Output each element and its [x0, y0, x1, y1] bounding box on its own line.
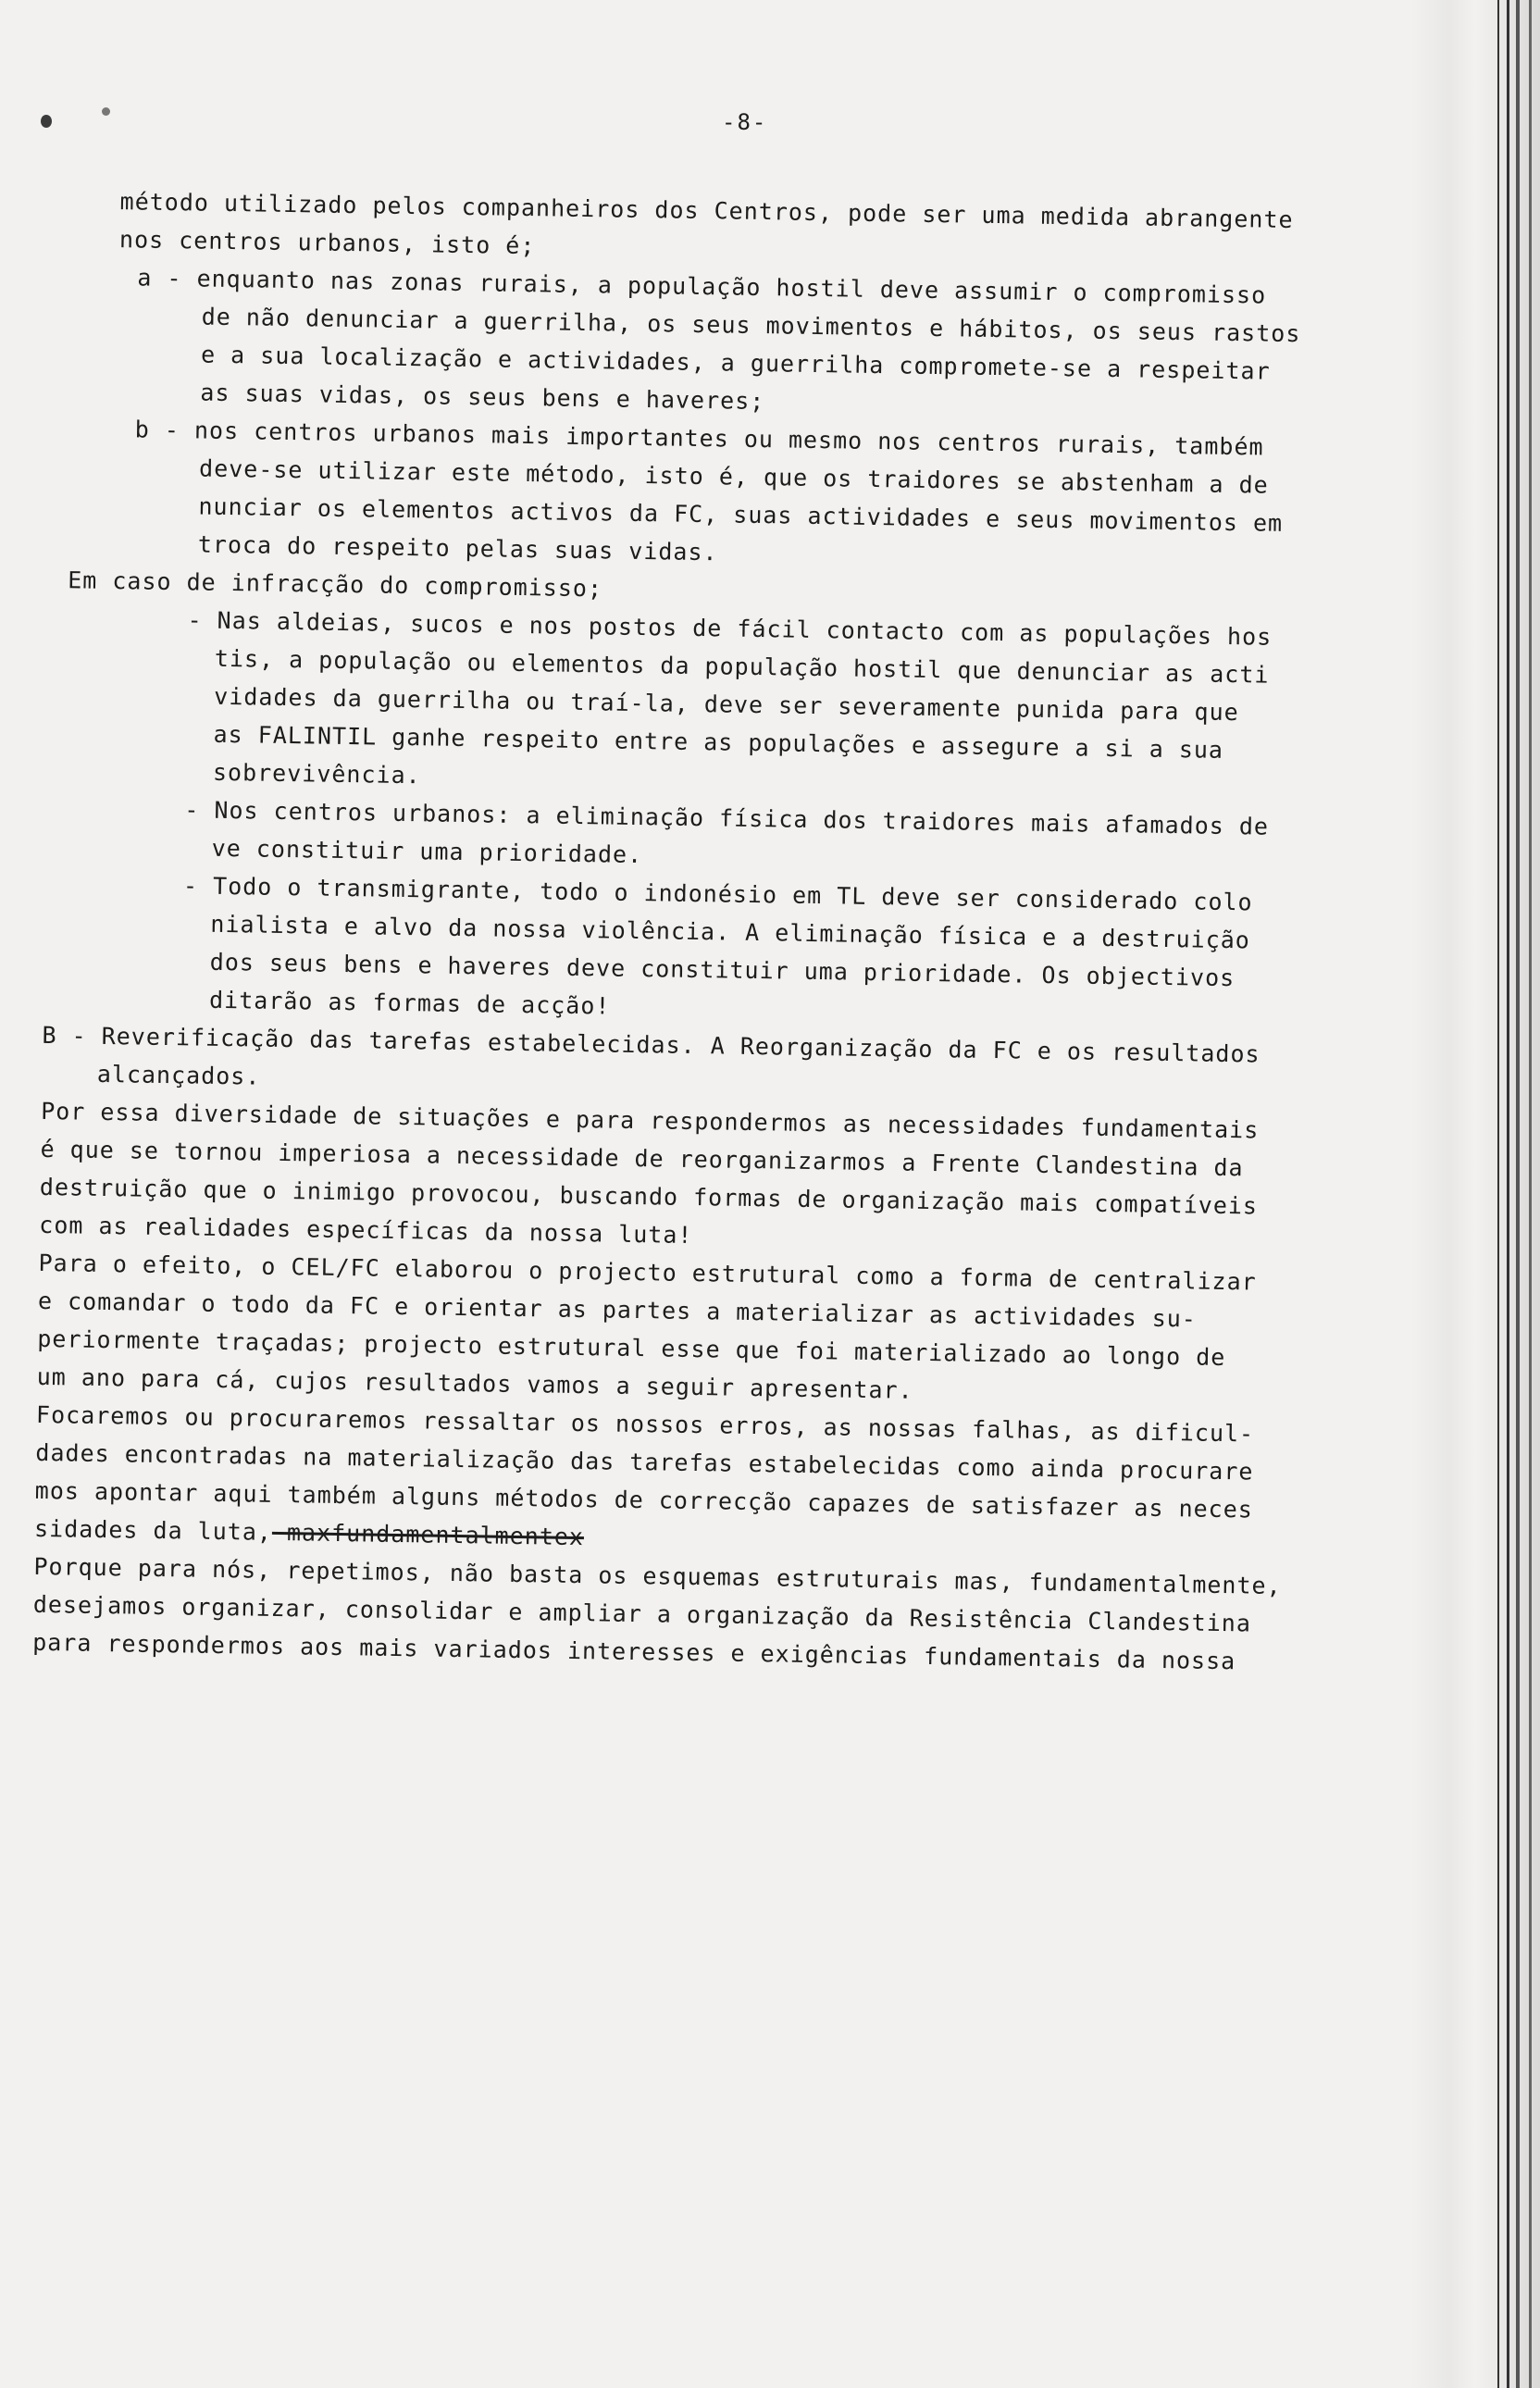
page-edge-line [1507, 0, 1509, 2388]
text-line-content: - Todo o transmigrante, todo o indonésio em TL deve ser considerado colo [182, 872, 1253, 916]
text-line-content: e comandar o todo da FC e orientar as partes a materializar as actividades su- [37, 1287, 1198, 1333]
text-line-content: desejamos organizar, consolidar e ampliar a organização da Resistência Clandestina [32, 1590, 1252, 1637]
text-line-content: vidades da guerrilha ou traí-la, deve ser severamente punida para que [214, 682, 1239, 727]
text-line-content: com as realidades específicas da nossa luta! [39, 1211, 693, 1249]
text-line-content: Focaremos ou procuraremos ressaltar os nossos erros, as nossas falhas, as dificul- [35, 1400, 1255, 1448]
text-line-content: troca do respeito pelas suas vidas. [197, 530, 718, 566]
text-line-content: tis, a população ou elementos da população hostil que denunciar as acti [214, 644, 1270, 689]
text-line-content: sidades da luta, [33, 1514, 273, 1546]
text-line-content: Por essa diversidade de situações e para respondermos as necessidades fundamentais [40, 1097, 1260, 1144]
text-line-content: nunciar os elementos activos da FC, suas actividades e seus movimentos em [198, 492, 1284, 537]
typed-text-block [32, 181, 1370, 1682]
text-line-content: as FALINTIL ganhe respeito entre as populações e assegure a si a sua [213, 720, 1224, 764]
struck-out-text: maxfundamentalmentex [271, 1518, 585, 1551]
text-line-content: - Nas aldeias, sucos e nos postos de fácil contacto com as populações hos [187, 606, 1273, 651]
text-line-content: alcançados. [96, 1060, 261, 1090]
text-line-content: destruição que o inimigo provocou, buscando formas de organização mais compatíveis [39, 1173, 1259, 1220]
text-line-content: dades encontradas na materialização das tarefas estabelecidas como ainda procurare [35, 1438, 1254, 1486]
page-number: -8- [722, 109, 768, 135]
text-line-content: um ano para cá, cujos resultados vamos a seguir apresentar. [36, 1362, 913, 1404]
text-line-content: ditarão as formas de acção! [208, 986, 611, 1020]
text-line-content: para respondermos aos mais variados interesses e exigências fundamentais da nossa [31, 1628, 1236, 1675]
text-line-content: e a sua localização e actividades, a guerrilha compromete-se a respeitar [200, 341, 1271, 385]
text-line-content: as suas vidas, os seus bens e haveres; [200, 379, 765, 416]
text-line-content: Em caso de infracção do compromisso; [68, 566, 603, 603]
text-line-content: método utilizado pelos companheiros dos Centros, pode ser uma medida abrangente [119, 188, 1294, 234]
text-line-content: B - Reverificação das tarefas estabelecidas. A Reorganização da FC e os resultados [42, 1021, 1261, 1068]
text-line-content: ve constituir uma prioridade. [211, 834, 643, 869]
page-edge-line [1529, 0, 1532, 2388]
punch-hole-mark [41, 115, 52, 128]
text-line-content: Porque para nós, repetimos, não basta os esquemas estruturais mas, fundamentalmente, [33, 1552, 1282, 1599]
text-line-content: sobrevivência. [212, 758, 421, 790]
text-line-content: deve-se utilizar este método, isto é, que os traidores se abstenham a de [198, 454, 1269, 499]
text-line-content: de não denunciar a guerrilha, os seus movimentos e hábitos, os seus rastos [201, 303, 1301, 348]
text-line-content: mos apontar aqui também alguns métodos de correcção capazes de satisfazer as neces [34, 1476, 1254, 1524]
text-line-content: periormente traçadas; projecto estrutural esse que foi materializado ao longo de [37, 1325, 1226, 1372]
page-edge-line [1497, 0, 1499, 2388]
text-line-content: dos seus bens e haveres deve constituir uma prioridade. Os objectivos [209, 948, 1236, 992]
text-line-content: - Nos centros urbanos: a eliminação física dos traidores mais afamados de [184, 796, 1270, 840]
page-edge-line [1516, 0, 1520, 2388]
text-line-content: a - enquanto nas zonas rurais, a população hostil deve assumir o compromisso [137, 264, 1267, 309]
text-line-content: é que se tornou imperiosa a necessidade de reorganizarmos a Frente Clandestina da [40, 1135, 1244, 1182]
page-edge-shadow [1410, 0, 1540, 2388]
text-line-content: b - nos centros urbanos mais importantes ou mesmo nos centros rurais, também [134, 416, 1264, 461]
text-line-content: nos centros urbanos, isto é; [118, 226, 536, 260]
punch-hole-mark [102, 107, 110, 116]
text-line-content: nialista e alvo da nossa violência. A eliminação física e a destruição [210, 910, 1251, 954]
text-line-content: Para o efeito, o CEL/FC elaborou o projecto estrutural como a forma de centralizar [38, 1249, 1257, 1296]
